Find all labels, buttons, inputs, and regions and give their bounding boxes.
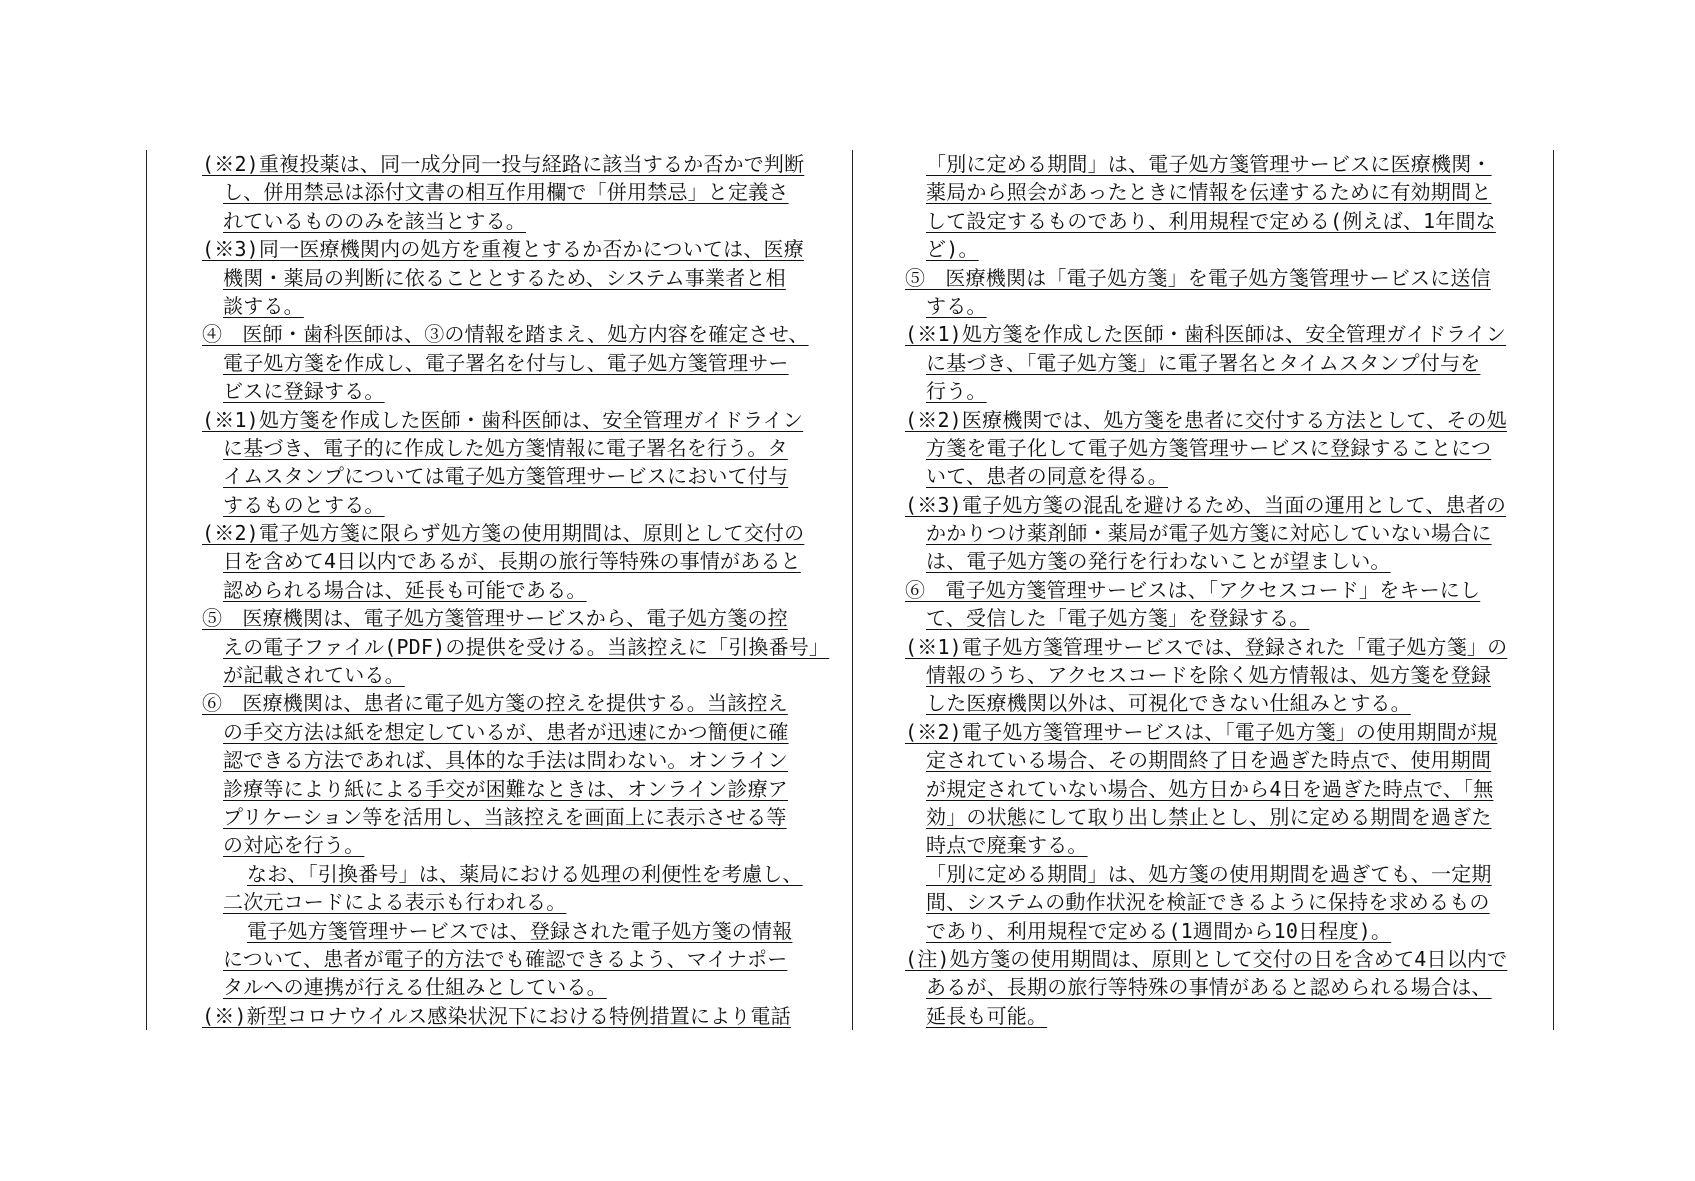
text-line [905, 547, 1538, 575]
text-line [202, 831, 835, 859]
line-text: (※1)電子処方箋管理サービスでは、登録された「電子処方箋」の [905, 634, 1508, 659]
text-line [905, 803, 1538, 831]
text-line [202, 633, 835, 661]
text-line [905, 1002, 1538, 1030]
line-text: ⑥ 医療機関は、患者に電子処方箋の控えを提供する。当該控え [202, 691, 788, 716]
text-line [905, 860, 1538, 888]
paragraph [202, 150, 835, 235]
text-line [905, 576, 1538, 604]
line-text: (※3)電子処方箋の混乱を避けるため、当面の運用として、患者の [905, 492, 1507, 517]
text-line [202, 150, 835, 178]
line-text: に基づき、電子的に作成した処方箋情報に電子署名を行う。タ [223, 435, 788, 460]
line-text: (※2)医療機関では、処方箋を患者に交付する方法として、その処 [905, 407, 1507, 432]
text-line [202, 775, 835, 803]
line-text: なお、「引換番号」は、薬局における処理の利便性を考慮し、 [247, 861, 803, 886]
line-text: 行う。 [926, 379, 987, 404]
text-line [202, 860, 835, 888]
line-text: ⑤ 医療機関は、電子処方箋管理サービスから、電子処方箋の控 [202, 606, 788, 631]
line-text: 日を含めて4日以内であるが、長期の旅行等特殊の事情があると [223, 549, 801, 574]
text-line [202, 718, 835, 746]
line-text: ビスに登録する。 [223, 379, 385, 404]
line-text: プリケーション等を活用し、当該控えを画面上に表示させる等 [223, 804, 787, 829]
text-line [202, 349, 835, 377]
text-line [905, 491, 1538, 519]
text-line [905, 604, 1538, 632]
line-text: の対応を行う。 [223, 833, 365, 858]
paragraph [202, 604, 835, 689]
text-line [905, 689, 1538, 717]
text-line [202, 377, 835, 405]
text-line [905, 519, 1538, 547]
text-line [905, 434, 1538, 462]
line-text: の手交方法は紙を想定しているが、患者が迅速にかつ簡便に確 [223, 719, 789, 744]
paragraph [202, 519, 835, 604]
text-line [202, 604, 835, 632]
text-line [905, 888, 1538, 916]
line-text: いて、患者の同意を得る。 [926, 464, 1168, 489]
line-text: (※1)処方箋を作成した医師・歯科医師は、安全管理ガイドライン [905, 322, 1507, 347]
text-line [202, 973, 835, 1001]
line-text: が規定されていない場合、処方日から4日を過ぎた時点で、「無 [926, 776, 1494, 801]
text-line [905, 320, 1538, 348]
line-text: あるが、長期の旅行等特殊の事情があると認められる場合は、 [926, 975, 1492, 1000]
line-text: て、受信した「電子処方箋」を登録する。 [926, 606, 1310, 631]
line-text: ⑥ 電子処方箋管理サービスは、「アクセスコード」をキーにし [905, 577, 1481, 602]
text-line [905, 462, 1538, 490]
line-text: 方箋を電子化して電子処方箋管理サービスに登録することにつ [926, 435, 1492, 460]
line-text: 認められる場合は、延長も可能である。 [223, 577, 587, 602]
line-text: 情報のうち、アクセスコードを除く処方情報は、処方箋を登録 [926, 663, 1491, 688]
right-border-line [1553, 150, 1554, 1030]
line-text: 定されている場合、その期間終了日を過ぎた時点で、使用期間 [926, 748, 1492, 773]
paragraph [905, 633, 1538, 718]
text-line [905, 661, 1538, 689]
paragraph [905, 945, 1538, 1030]
line-text: ⑤ 医療機関は「電子処方箋」を電子処方箋管理サービスに送信 [905, 265, 1491, 290]
line-text: について、患者が電子的方法でも確認できるよう、マイナポー [223, 946, 788, 971]
line-text: 延長も可能。 [926, 1003, 1048, 1028]
right-column [905, 150, 1538, 1030]
text-line [905, 633, 1538, 661]
text-line [202, 746, 835, 774]
line-text: して設定するものであり、利用規程で定める(例えば、1年間な [926, 208, 1496, 233]
text-line [202, 264, 835, 292]
left-border-line [146, 150, 147, 1030]
text-line [202, 576, 835, 604]
line-text: えの電子ファイル(PDF)の提供を受ける。当該控えに「引換番号」 [223, 634, 830, 659]
text-line [905, 349, 1538, 377]
text-line [202, 406, 835, 434]
paragraph [905, 491, 1538, 576]
line-text: 診療等により紙による手交が困難なときは、オンライン診療ア [223, 776, 788, 801]
line-text: であり、利用規程で定める(1週間から10日程度)。 [926, 918, 1392, 943]
paragraph [905, 320, 1538, 405]
paragraph [202, 406, 835, 520]
line-text: した医療機関以外は、可視化できない仕組みとする。 [926, 691, 1411, 716]
text-line [905, 207, 1538, 235]
line-text: 認できる方法であれば、具体的な手法は問わない。オンライン [223, 748, 788, 773]
left-column [202, 150, 835, 1030]
line-text: (※2)電子処方箋に限らず処方箋の使用期間は、原則として交付の [202, 521, 805, 546]
line-text: 電子処方箋を作成し、電子署名を付与し、電子処方箋管理サー [223, 350, 789, 375]
text-line [905, 178, 1538, 206]
line-text: 時点で廃棄する。 [926, 833, 1088, 858]
text-line [905, 831, 1538, 859]
line-text: (※2)重複投薬は、同一成分同一投与経路に該当するか否かで判断 [202, 152, 805, 176]
line-text: 機関・薬局の判断に依ることとするため、システム事業者と相 [223, 265, 786, 290]
paragraph [202, 689, 835, 1001]
line-text: 「別に定める期間」は、処方箋の使用期間を過ぎても、一定期 [926, 861, 1492, 886]
line-text: は、電子処方箋の発行を行わないことが望ましい。 [926, 549, 1391, 574]
text-line [202, 888, 835, 916]
text-line [202, 803, 835, 831]
text-line [905, 377, 1538, 405]
text-line [202, 235, 835, 263]
text-line [202, 519, 835, 547]
text-line [905, 150, 1538, 178]
text-line [905, 775, 1538, 803]
text-line [202, 1002, 835, 1030]
paragraph [905, 264, 1538, 321]
paragraph [905, 718, 1538, 945]
line-text: 「別に定める期間」は、電子処方箋管理サービスに医療機関・ [926, 152, 1492, 176]
line-text: ④ 医師・歯科医師は、③の情報を踏まえ、処方内容を確定させ、 [202, 322, 809, 347]
text-line [202, 917, 835, 945]
text-line [905, 917, 1538, 945]
line-text: が記載されている。 [223, 663, 405, 688]
text-line [905, 718, 1538, 746]
line-text: かかりつけ薬剤師・薬局が電子処方箋に対応していない場合に [926, 521, 1492, 546]
text-line [202, 207, 835, 235]
text-line [905, 292, 1538, 320]
line-text: (※1)処方箋を作成した医師・歯科医師は、安全管理ガイドライン [202, 407, 804, 432]
line-text: (※)新型コロナウイルス感染状況下における特例措置により電話 [202, 1003, 791, 1028]
text-line [202, 661, 835, 689]
text-line [202, 292, 835, 320]
line-text: タルへの連携が行える仕組みとしている。 [223, 975, 607, 1000]
text-line [202, 689, 835, 717]
paragraph [905, 576, 1538, 633]
paragraph [202, 1002, 835, 1030]
text-line [905, 746, 1538, 774]
line-text: に基づき、「電子処方箋」に電子署名とタイムスタンプ付与を [926, 350, 1481, 375]
line-text: (※2)電子処方箋管理サービスは、「電子処方箋」の使用期間が規 [905, 719, 1498, 744]
text-line [905, 973, 1538, 1001]
line-text: (※3)同一医療機関内の処方を重複とするか否かについては、医療 [202, 237, 804, 262]
line-text: するものとする。 [223, 492, 385, 517]
line-text: する。 [926, 293, 987, 318]
text-line [202, 945, 835, 973]
text-line [202, 178, 835, 206]
text-line [202, 320, 835, 348]
paragraph [905, 150, 1538, 264]
paragraph [202, 320, 835, 405]
line-text: 談する。 [223, 293, 304, 318]
text-line [202, 547, 835, 575]
line-text: 二次元コードによる表示も行われる。 [223, 890, 567, 915]
text-line [202, 462, 835, 490]
paragraph [202, 235, 835, 320]
paragraph [905, 406, 1538, 491]
text-line [905, 406, 1538, 434]
text-line [905, 264, 1538, 292]
line-text: 間、システムの動作状況を検証できるように保持を求めるもの [926, 890, 1490, 915]
line-text: れているもののみを該当とする。 [223, 208, 526, 233]
line-text: 効」の状態にして取り出し禁止とし、別に定める期間を過ぎた [926, 804, 1492, 829]
text-line [905, 235, 1538, 263]
line-text: し、併用禁忌は添付文書の相互作用欄で「併用禁忌」と定義さ [223, 180, 789, 205]
text-line [202, 491, 835, 519]
column-divider-line [852, 150, 853, 1030]
line-text: イムスタンプについては電子処方箋管理サービスにおいて付与 [223, 464, 789, 489]
line-text: 薬局から照会があったときに情報を伝達するために有効期間と [926, 180, 1492, 205]
text-line [202, 434, 835, 462]
text-line [905, 945, 1538, 973]
line-text: (注)処方箋の使用期間は、原則として交付の日を含めて4日以内で [905, 946, 1508, 971]
line-text: 電子処方箋管理サービスでは、登録された電子処方箋の情報 [247, 918, 793, 943]
line-text: ど)。 [926, 237, 979, 262]
